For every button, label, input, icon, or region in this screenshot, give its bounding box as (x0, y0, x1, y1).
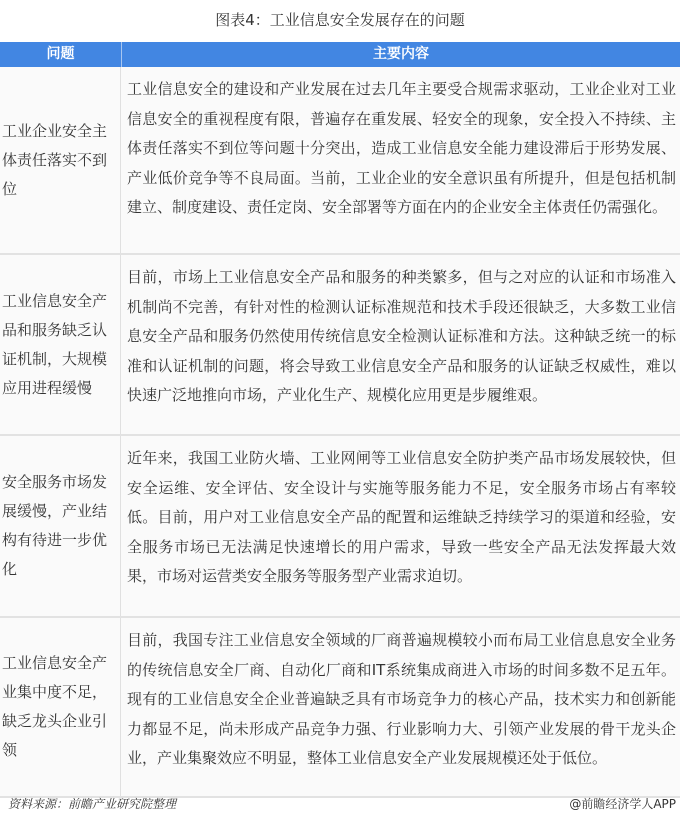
footer (0, 795, 680, 815)
problem-cell: 工业企业安全主体责任落实不到位 (0, 67, 121, 253)
content-cell: 近年来，我国工业防火墙、工业网闸等工业信息安全防护类产品市场发展较快，但安全运维、安全评估、安全设计与实施等服务能力不足，安全服务市场占有率较低。目前，用户对工业信息安全产品的配置和运维缺乏持续学习的渠道和经验，安全服务市场已无法满足快速增长的用户需求，导致一些安全产品无法发挥最大效果，市场对运营类安全服务等服务型产业需求迫切。 (127, 449, 676, 585)
issues-table (0, 42, 680, 798)
problem-cell: 工业信息安全产业集中度不足，缺乏龙头企业引领 (0, 618, 121, 796)
figure-title: 图表4：工业信息安全发展存在的问题 (215, 11, 465, 29)
table-row (0, 618, 680, 798)
brand-credit: @前瞻经济学人APP (569, 797, 676, 811)
problem-cell: 安全服务市场发展缓慢，产业结构有待进一步优化 (0, 436, 121, 616)
header-content: 主要内容 (373, 46, 429, 62)
content-cell: 工业信息安全的建设和产业发展在过去几年主要受合规需求驱动，工业企业对工业信息安全的重视程度有限，普遍存在重发展、轻安全的现象，安全投入不持续、主体责任落实不到位等问题十分突出，造成工业信息安全能力建设滞后于形势发展、产业低价竞争等不良局面。当前，工业企业的安全意识虽有所提升，但是包括机制建立、制度建设、责任定岗、安全部署等方面在内的企业安全主体责任仍需强化。 (127, 80, 676, 216)
header-problem: 问题 (0, 42, 122, 67)
source-note: 资料来源：前瞻产业研究院整理 (8, 797, 177, 811)
table-row (0, 67, 680, 255)
table-row (0, 255, 680, 436)
problem-cell: 工业信息安全产品和服务缺乏认证机制，大规模应用进程缓慢 (0, 255, 121, 434)
table-header (0, 42, 680, 67)
content-cell: 目前，我国专注工业信息安全领域的厂商普遍规模较小而布局工业信息息安全业务的传统信息安全厂商、自动化厂商和IT系统集成商进入市场的时间多数不足五年。现有的工业信息安全企业普遍缺乏具有市场竞争力的核心产品，技术实力和创新能力都显不足，尚未形成产品竞争力强、行业影响力大、引领产业发展的骨干龙头企业，产业集聚效应不明显，整体工业信息安全产业发展规模还处于低位。 (127, 631, 676, 767)
table-row (0, 436, 680, 618)
content-cell: 目前，市场上工业信息安全产品和服务的种类繁多，但与之对应的认证和市场准入机制尚不完善，有针对性的检测认证标准规范和技术手段还很缺乏，大多数工业信息安全产品和服务仍然使用传统信息安全检测认证标准和方法。这种缺乏统一的标准和认证机制的问题，将会导致工业信息安全产品和服务的认证缺乏权威性，难以快速广泛地推向市场，产业化生产、规模化应用更是步履维艰。 (127, 268, 676, 404)
